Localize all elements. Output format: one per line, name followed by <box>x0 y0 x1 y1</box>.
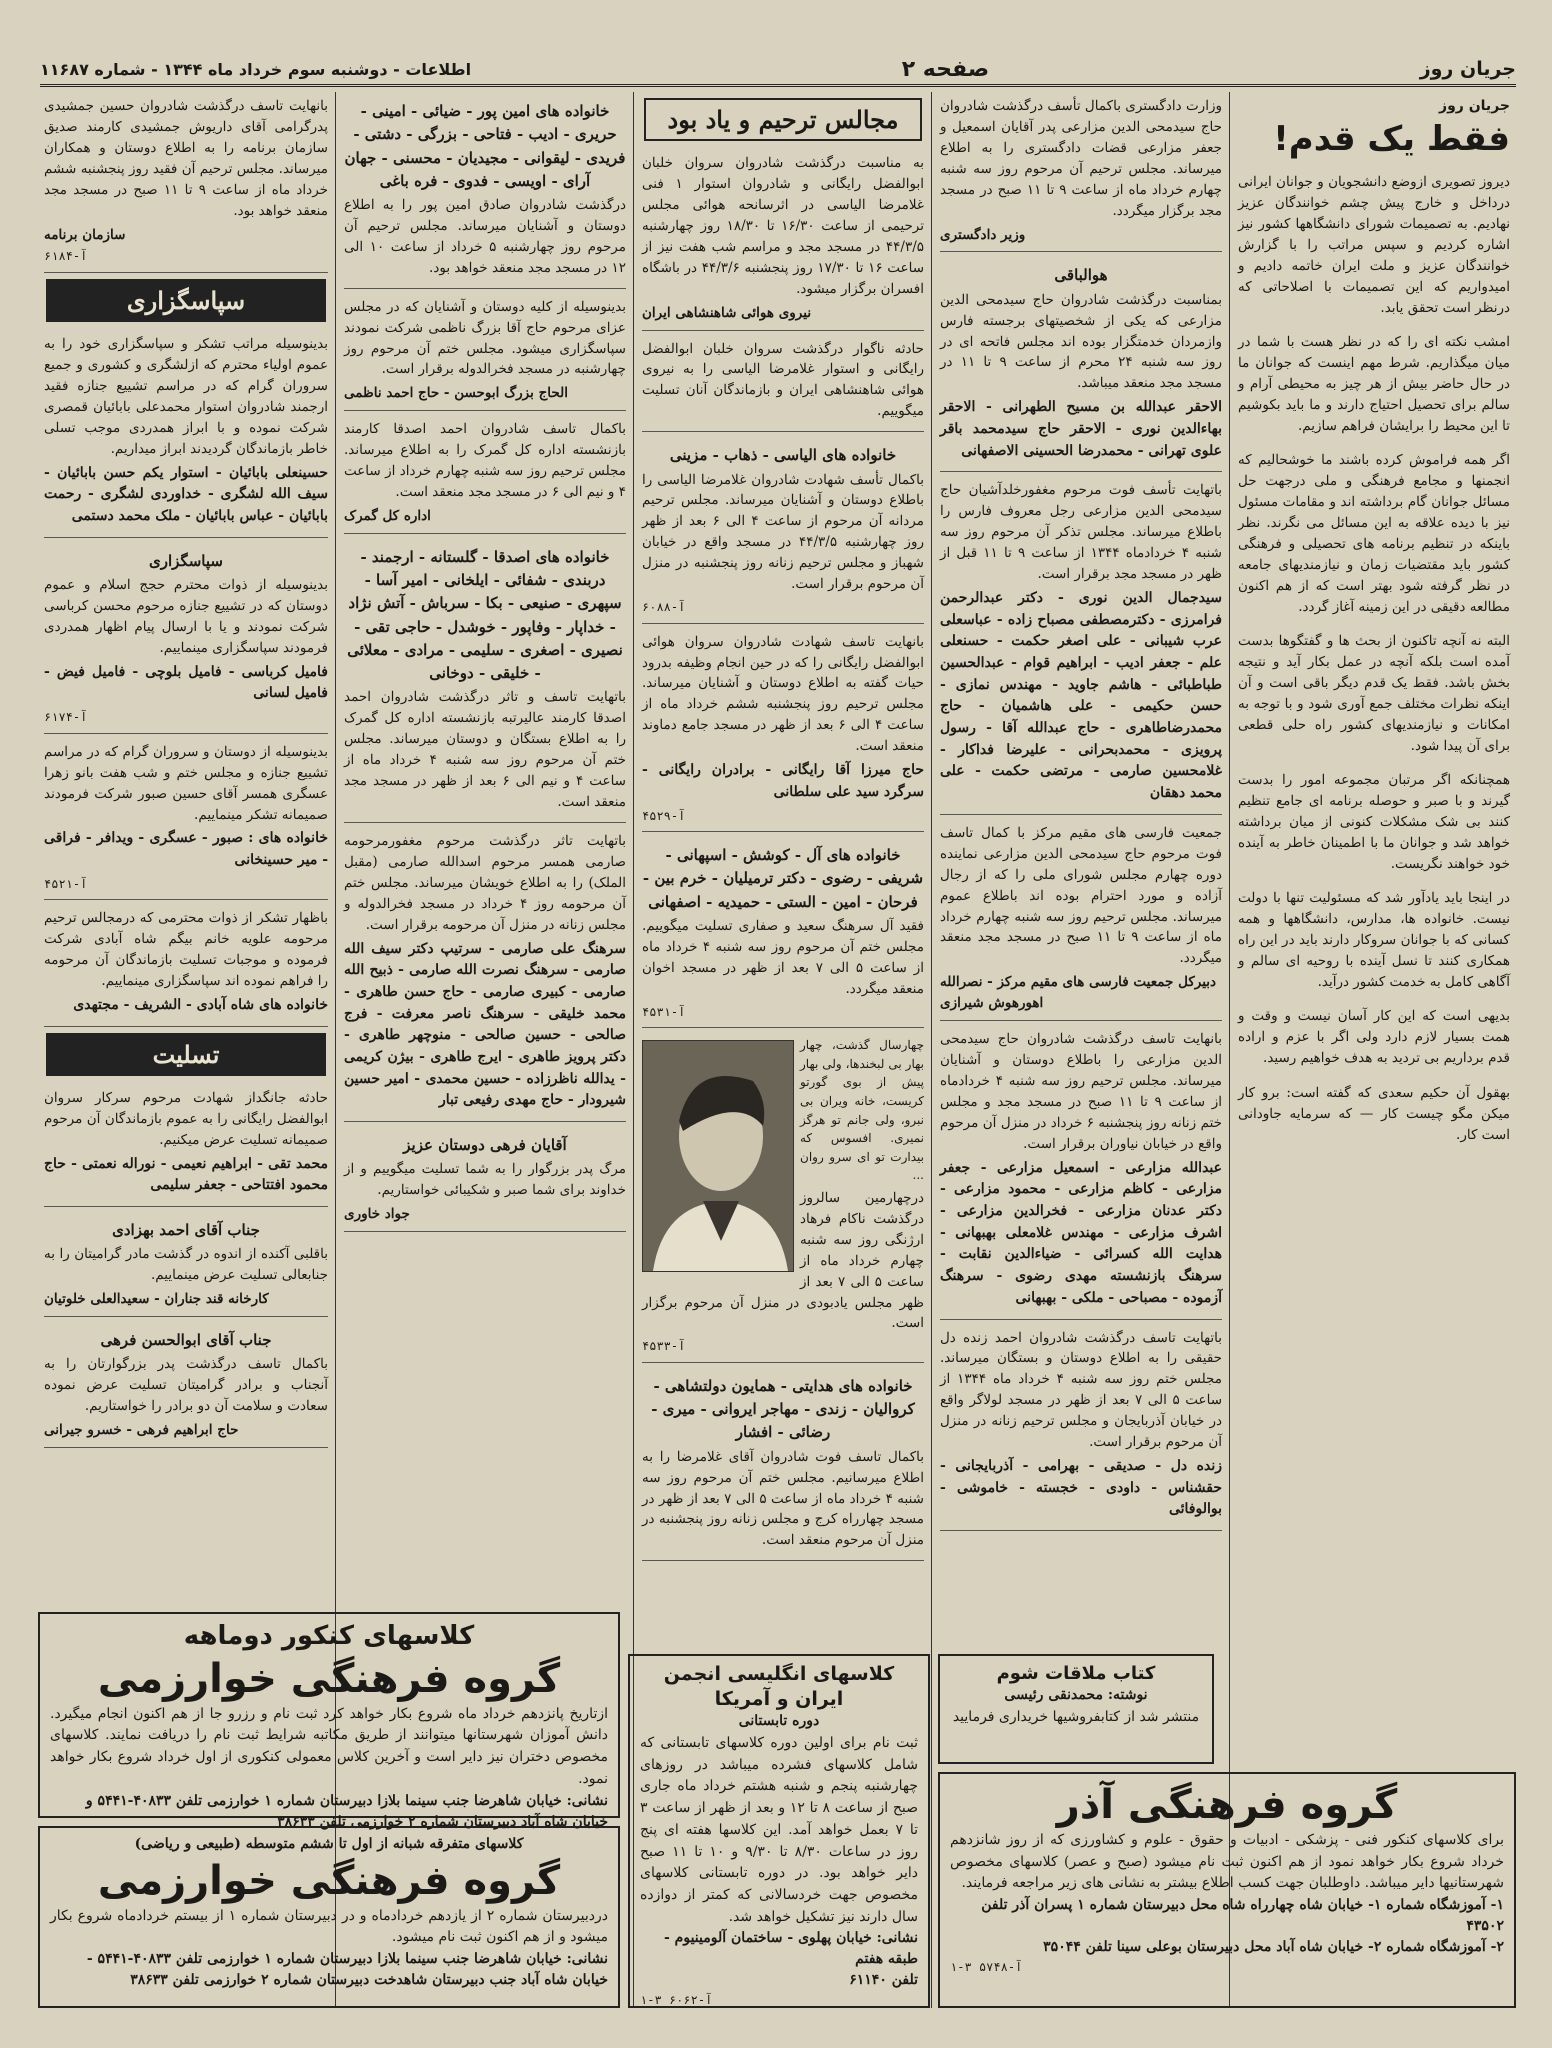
notice-title: آقایان فرهی دوستان عزیز <box>403 1136 567 1155</box>
editorial-kicker: جریان روز <box>1439 98 1510 114</box>
notice-names: محمد تقی - ابراهیم نعیمی - نوراله نعمتی - حاج محمود افتتاحی - جعفر سلیمی <box>44 1155 328 1194</box>
notice-title: جناب آقای احمد بهزادی <box>112 1221 260 1240</box>
notice: حادثه ناگوار درگذشت سروان خلبان ابوالفضل رایگانی و استوار غلامرضا الیاسی را به نیروی هوائی شاهنشاهی ایران و بازماندگان آنان تسلیت میگوییم. <box>642 335 924 433</box>
editorial-column <box>1232 92 1516 2008</box>
memorial-notice: چهارسال گذشت، چهار بهار بی لبخندها، ولی بهار پیش از بوی گورتو کریست، خانه ویران بی نبرو، ولی جانم تو هرگز نمیری. افسوس که بیدارت تو ای سرو روان ... درچهارمین سالروز درگذشت ناکام فرهاد ارژنگی روز سه شنبه چهارم خرداد ماه از ساعت ۵ الی ۷ بعد از ظهر مجلس یادبودی در منزل آن مرحوم برگزار است. آ-۴۵۳۳ <box>642 1032 924 1363</box>
notice-title: جناب آقای ابوالحسن فرهی <box>100 1331 272 1350</box>
ad-kharazmi-konkur <box>38 1612 620 1830</box>
ad-phone: تلفن ۶۱۱۴۰ <box>849 1972 918 1989</box>
notice-signature: الحاج بزرگ ابوحسن - حاج احمد ناظمی <box>344 385 568 402</box>
notice-names: الاحقر عبدالله بن مسیح الطهرانی - الاحقر بهاءالدین نوری - الاحقر حاج سیدمحمد باقر علوی تهرانی - محمدرضا الحسینی الاصفهانی <box>940 399 1222 459</box>
ad-address: نشانی: خیابان شاهرضا جنب سینما بلازا دبیرستان شماره ۱ خوارزمی تلفن ۴۰۸۳۳-۵۴۴۱ - خیابان شاه آباد جنب دبیرستان شاهدخت دبیرستان شماره ۲ خوارزمی تلفن ۳۸۶۳۳ <box>86 1951 608 1989</box>
notice: بانهایت تاسف درگذشت شادروان حسین جمشیدی پدرگرامی آقای داریوش جمشیدی کارمند صدیق سازمان برنامه را به اطلاع دوستان و همکاران میرساند. مجلس ترحیم آن فقید روز پنجشنبه ششم خرداد ماه از ساعت ۹ تا ۱۱ صبح در مسجد مجد منعقد خواهد بود. سازمان برنامه آ-۶۱۸۴ <box>44 92 328 273</box>
ad-address: نشانی: خیابان شاهرضا جنب سینما بلازا دبیرستان شماره ۱ خوارزمی تلفن ۴۰۸۳۳-۵۴۴۱ و خیابان شاه آباد دبیرستان شماره ۲ خوارزمی تلفن ۳۸۶۳۳ <box>85 1792 608 1830</box>
editorial-paragraph: البته نه آنچه تاکنون از بحث ها و گفتگوها بدست آمده است بلکه آنچه در عمل بکار آید و نتیجه بخش باشد. فقط یک قدم دیگر باقی است و آن اینکه نظرات مختلف جمع آوری شود و با توجه به امکانات و نیازمندیهای کشور راه حلی قطعی برای آن پیدا شود. <box>1238 633 1510 754</box>
issue-info: اطلاعات - دوشنبه سوم خرداد ماه ۱۳۴۴ - شماره ۱۱۶۸۷ <box>40 59 472 79</box>
editorial-paragraph: بهقول آن حکیم سعدی که گفته است: برو کار میکن مگو چیست کار — که سرمایه جاودانی است کار. <box>1238 1084 1510 1143</box>
obituary-column-4 <box>338 92 632 1608</box>
ad-kharazmi-evening <box>38 1826 620 2008</box>
ad-reference: آ-۴۵۳۱ <box>642 1004 686 1019</box>
notice: حادثه جانگداز شهادت مرحوم سرکار سروان ابوالفضل رایگانی را به عموم بازماندگان آن مرحوم صمیمانه تسلیت عرض میکنیم. محمد تقی - ابراهیم نعیمی - نوراله نعمتی - حاج محمود افتتاحی - جعفر سلیمی <box>44 1084 328 1207</box>
notice-names: زنده دل - صدیقی - بهرامی - آذربایجانی - حقشناس - داودی - خجسته - خاموشی - بوالوفائی <box>940 1458 1222 1518</box>
ad-subtitle: کلاسهای کنکور دوماهه <box>183 1621 475 1651</box>
notice: بدینوسیله از کلیه دوستان و آشنایان که در مجلس عزای مرحوم حاج آقا بزرگ ناظمی شرکت نمودند سپاسگزاری میشود. مجلس ختم آن مرحوم روز چهارشنبه در مسجد فخرالدوله برقرار است. الحاج بزرگ ابوحسن - حاج احمد ناظمی <box>344 293 626 412</box>
notice: بانهایت تاسف شهادت شادروان سروان هوائی ابوالفضل رایگانی را که در حین انجام وظیفه بدرود حیات گفته به اطلاع دوستان و آشنایان میرساند. مجلس ترحیم روز پنجشنبه ششم خرداد ماه از ساعت ۴ الی ۶ بعد از ظهر در مسجد جامع دماوند منعقد است. حاج میرزا آقا رایگانی - برادران رایگانی - سرگرد سید علی سلطانی آ-۴۵۲۹ <box>642 628 924 833</box>
obituary-column-2 <box>934 92 1228 1518</box>
ad-text: دردبیرستان شماره ۲ از یازدهم خردادماه و در دبیرستان شماره ۱ از بیستم خردادماه شروع بکار میشود و از هم اکنون ثبت نام میشود. <box>50 1907 608 1946</box>
ad-title: کتاب ملاقات شوم <box>996 1663 1156 1684</box>
ad-title: گروه فرهنگی خوارزمی <box>97 1857 561 1904</box>
notice-title: خانواده های هدایتی - همایون دولتشاهی - کروالیان - زندی - مهاجر ایروانی - میری - رضائی - افشار <box>651 1376 915 1442</box>
notice: بانهایت تاسف درگذشت شادروان حاج سیدمحی الدین مزارعی را باطلاع دوستان و آشنایان میرساند. مجلس ترحیم روز سه شنبه ۴ خردادماه از ساعت ۹ تا ۱۱ صبح در مسجد مجد و مجلس ختم زنانه روز پنجشنبه ۶ خرداد در منزل آن مرحوم واقع در خیابان نیاوران برقرار است. عبدالله مزارعی - اسمعیل مزارعی - جعفر مزارعی - کاظم مزارعی - محمود مزارعی - دکتر عدنان مزارعی - فخرالدین مزارعی - اشرف مزارعی - مهندس غلامعلی بهبهانی - هدایت الله کسرائی - ضیاءالدین نقابت - سرهنگ بازنشسته مهدی رضوی - سرهنگ آزموده - مصباحی - ملکی - بهبهانی <box>940 1025 1222 1319</box>
ad-subtitle: دوره تابستانی <box>738 1713 820 1730</box>
notice-signature: جواد خاوری <box>344 1206 410 1223</box>
notice: خانواده های الیاسی - ذهاب - مزینی باکمال تأسف شهادت شادروان غلامرضا الیاسی را باطلاع دوستان و آشنایان میرساند. مجلس ترحیم مردانه آن مرحوم از ساعت ۴ الی ۶ بعد از ظهر روز چهارشنبه ۴۴/۳/۵ در مسجد واقع در خیابان شهباز و مجلس ترحیم زنانه روز پنجشنبه در منزل آن مرحوم برقرار است. آ-۶۰۸۸ <box>642 436 924 623</box>
editorial-paragraph: اگر همه فراموش کرده باشند ما خوشحالیم که انجمنها و مجامع فرهنگی و ملی درجهت حل مسائل جوانان گام برداشته اند و مقامات مسئول نیز با دیده علاقه به این مسائل می نگرند. نظر باینکه در تنظیم برنامه های تحصیلی و فرهنگی کشور باید مقتضیات زمان و نیازمندیهای جامعه در نظر گرفته شود بهتر است که از هم اکنون مطالعه دقیقی در این زمینه آغاز گردد. <box>1238 452 1510 615</box>
notice-names: خانواده های : صبور - عسگری - ویدافر - فراقی - میر حسینخانی <box>44 830 328 869</box>
notice-names: عبدالله مزارعی - اسمعیل مزارعی - جعفر مزارعی - کاظم مزارعی - محمود مزارعی - دکتر عدنان مزارعی - فخرالدین مزارعی - اشرف مزارعی - مهندس غلامعلی بهبهانی - هدایت الله کسرائی - ضیاءالدین نقابت - سرهنگ بازنشسته مهدی رضوی - سرهنگ آزموده - مصباحی - ملکی - بهبهانی <box>940 1159 1222 1306</box>
column-rule <box>1229 92 1230 2008</box>
ad-title: گروه فرهنگی خوارزمی <box>97 1655 561 1702</box>
section-banner: سپاسگزاری <box>46 279 326 322</box>
editorial-paragraph: همچنانکه اگر مرتبان مجموعه امور را بدست گیرند و با صبر و حوصله برنامه ای جامع تنظیم کنند بی شک مشکلات کنونی از میان برداشته خواهد شد و جوانان ما با اطمینان خاطر به آینده خود خواهند نگریست. <box>1238 772 1510 872</box>
notice-signature: اداره کل گمرک <box>344 507 431 524</box>
ad-address: ۲- آموزشگاه شماره ۲- خیابان شاه آباد محل دبیرستان بوعلی سینا تلفن ۳۵۰۴۴ <box>1043 1939 1504 1956</box>
notice: جمعیت فارسی های مقیم مرکز با کمال تاسف فوت مرحوم حاج سیدمحی الدین مزارعی نماینده دوره چهارم مجلس شورای ملی را که از رجال آزاده و مورد احترام بوده اند باطلاع عموم میرساند. مجلس ترحیم روز سه شنبه چهارم خرداد ماه از ساعت ۹ تا ۱۱ صبح در مسجد مجد منعقد میگردد. دبیرکل جمعیت فارسی های مقیم مرکز - نصرالله اهورهوش شیرازی <box>940 819 1222 1021</box>
ad-iran-america <box>628 1654 930 2008</box>
notice: آقایان فرهی دوستان عزیز مرگ پدر بزرگوار را به شما تسلیت میگوییم و از خداوند برای شما صبر و شکیبائی خواستاریم. جواد خاوری <box>344 1126 626 1232</box>
obituary-column-5 <box>38 92 334 1608</box>
notice: به مناسبت درگذشت شادروان سروان خلبان ابوالفضل رایگانی و شادروان استوار ۱ فنی غلامرضا الیاسی در اثرسانحه هوائی مجلس ترحیمی از ساعت ۱۶/۳۰ تا ۱۸/۳۰ روز چهارشنبه ۴۴/۳/۵ در مسجد مجد و مراسم شب هفت نیز از ساعت ۱۶ تا ۱۷/۳۰ روز پنجشنبه ۴۴/۳/۶ در باشگاه افسران برگزار میشود. نیروی هوائی شاهنشاهی ایران <box>642 149 924 330</box>
notice-signature: سازمان برنامه <box>44 226 126 243</box>
ad-text: ثبت نام برای اولین دوره کلاسهای تابستانی که شامل کلاسهای فشرده میباشد در روزهای چهارشنبه پنجم و شنبه هشتم خرداد ماه جاری صبح از ساعت ۸ تا ۱۲ و بعد از ظهر از ساعت ۳ تا ۷ بعمل خواهد آمد. این کلاسها هفته ای پنج روز در ساعات ۸/۳۰ تا ۹/۳۰ و ۱۰ تا ۱۱ صبح دایر خواهد بود. در دوره تابستانی کلاسهای مخصوص جهت خردسالانی که کمتر از دوازده سال دارند نیز تشکیل خواهد شد. <box>640 1735 918 1925</box>
section-banner: تسلیت <box>46 1033 326 1076</box>
notice-title: سپاسگزاری <box>149 551 223 570</box>
notice: خانواده های اصدقا - گلستانه - ارجمند - دربندی - شفائی - ایلخانی - امیر آسا - سپهری - صنیعی - بکا - سرباش - آتش نژاد - خداپار - وفاپور - خوشدل - حاجی تقی - نصیری - اصغری - سلیمی - مرادی - معلائی - خلیقی - دوخانی باتهایت تاسف و تاثر درگذشت شادروان احمد اصدقا کارمند عالیرتبه بازنشسته اداره کل گمرک را به اطلاع بستگان و دوستان میرساند. مجلس ختم آن مرحوم روز سه شنبه ۴ خرداد ماه از ساعت ۴ و نیم الی ۶ بعد از ظهر در مسجد مجد منعقد است. <box>344 538 626 823</box>
ad-reference: آ-۴۵۲۱ <box>44 876 88 891</box>
ad-title: کلاسهای انگلیسی انجمن ایران و آمریکا <box>663 1663 895 1710</box>
notice-names: فامیل کرباسی - فامیل بلوچی - فامیل فیض - فامیل لسانی <box>44 663 328 702</box>
page-header <box>40 54 1516 87</box>
ad-reference: آ-۴۵۲۹ <box>642 808 686 823</box>
ad-text: منتشر شد از کتابفروشیها خریداری فرمایید <box>952 1709 1200 1726</box>
ad-author: نوشته: محمدنقی رئیسی <box>1004 1687 1148 1704</box>
notice: بدینوسیله از دوستان و سروران گرام که در مراسم تشییع جنازه و مجلس ختم و شب هفت بانو زهرا عسگری همسر آقای حسین صبور شرکت فرمودند صمیمانه تشکر مینماییم. خانواده های : صبور - عسگری - ویدافر - فراقی - میر حسینخانی آ-۴۵۲۱ <box>44 738 328 901</box>
ad-subtitle: کلاسهای متفرقه شبانه از اول تا ششم متوسطه (طبیعی و ریاضی) <box>134 1836 524 1852</box>
editorial-headline: فقط یک قدم! <box>1273 118 1510 159</box>
ad-text: برای کلاسهای کنکور فنی - پزشکی - ادبیات و حقوق - علوم و کشاورزی که از روز شانزدهم خرداد شروع بکار خواهد نمود از هم اکنون ثبت نام میشود (صبح و عصر) کلاسهای مخصوص شهرستانیها دایر میباشد. داوطلبان جهت کسب اطلاع بیشتر به نشانی های زیر مراجعه فرمایند. <box>950 1832 1504 1892</box>
notice: جناب آقای ابوالحسن فرهی باکمال تاسف درگذشت پدر بزرگوارتان را به آنجناب و برادر گرامیتان تسلیت عرض نموده سعادت و سلامت آن دو برادر را خواستاریم. حاج ابراهیم فرهی - خسرو جیرانی <box>44 1321 328 1448</box>
ad-address: ۱- آموزشگاه شماره ۱- خیابان شاه چهارراه شاه محل دبیرستان شماره ۱ پسران آذر تلفن ۴۳۵۰۲ <box>981 1897 1504 1935</box>
notice: باتهایت تاثر درگذشت مرحوم مغفورمرحومه صارمی همسر مرحوم اسدالله صارمی (مقبل الملک) را به اطلاع خویشان میرساند. مجلس ختم آن مرحومه روز ۴ خرداد در مسجد فخرالدوله و مجلس زنانه در منزل آن مرحومه برقرار است. سرهنگ علی صارمی - سرتیپ دکتر سیف الله صارمی - سرهنگ نصرت الله صارمی - ذبیح الله صارمی - کبیری صارمی - حاج حسن طاهری - محمد خلیقی - سرهنگ ناصر معرفت - فرج صالحی - حسین صالحی - منوچهر طاهری - دکتر پرویز طاهری - ایرج طاهری - بیژن کریمی - یدالله ناظرزاده - حسین محمدی - امیر حسین شیرودار - حاج مهدی رفیعی تبار <box>344 827 626 1122</box>
notice: هوالباقی بمناسبت درگذشت شادروان حاج سیدمحی الدین مزارعی که یکی از شخصیتهای برجسته فارس وازمردان خدمتگزار بوده اند مجلس فاتحه ای در روز سه شنبه ۲۴ محرم از ساعت ۹ تا ۱۱ در مسجد مجد منعقد میباشد. الاحقر عبدالله بن مسیح الطهرانی - الاحقر بهاءالدین نوری - الاحقر حاج سیدمحمد باقر علوی تهرانی - محمدرضا الحسینی الاصفهانی <box>940 256 1222 472</box>
portrait-photo <box>642 1040 794 1272</box>
notice-names: حسینعلی بابائیان - استوار یکم حسن بابائیان - سیف الله لشگری - خداوردی لشگری - رحمت بابائیان - عباس بابائیان - ملک محمد دستمی <box>44 464 328 525</box>
notice: جناب آقای احمد بهزادی باقلبی آکنده از اندوه در گذشت مادر گرامیتان را به جنابعالی تسلیت عرض مینماییم. کارخانه قند جناران - سعیدالعلی خلوتیان <box>44 1211 328 1317</box>
section-banner: مجالس ترحیم و یاد بود <box>644 98 922 141</box>
notice-title: هوالباقی <box>1054 266 1108 285</box>
notice: خانواده های هدایتی - همایون دولتشاهی - کروالیان - زندی - مهاجر ایروانی - میری - رضائی - افشار باکمال تاسف فوت شادروان آقای غلامرضا را به اطلاع میرسانیم. مجلس ختم آن مرحوم روز سه شنبه ۴ خرداد ماه از ساعت ۵ الی ۷ بعد از ظهر در مسجد چهارراه کرج و مجلس زنانه روز پنجشنبه در منزل آن مرحوم منعقد است. <box>642 1367 924 1561</box>
editorial-paragraph: دیروز تصویری ازوضع دانشجویان و جوانان ایرانی درداخل و خارج پیش چشم خوانندگان عزیز نهادیم. به تصمیمات شورای دانشگاهها کشور نیز اشاره کردیم و سپس مراتب را با گزارش خوانندگان عزیز و ملت ایران خاتمه دادیم و امیدواریم که این تصمیمات با اصلاحاتی که درنظر است تحقق یابد. <box>1238 174 1510 316</box>
notice-signature: دبیرکل جمعیت فارسی های مقیم مرکز - نصرالله اهورهوش شیرازی <box>940 974 1217 1012</box>
notice-title: خانواده های الیاسی - ذهاب - مزینی <box>669 446 897 465</box>
notice: باظهار تشکر از ذوات محترمی که درمجالس ترحیم مرحومه علویه خانم بیگم شاه آبادی شرکت فرموده و موجبات تسلیت بازماندگان آن مرحومه را فراهم نموده اند سپاسگزاری مینماییم. خانواده های شاه آبادی - الشریف - مجتهدی <box>44 904 328 1026</box>
notice-names: حاج میرزا آقا رایگانی - برادران رایگانی - سرگرد سید علی سلطانی <box>642 762 924 800</box>
notice-signature: وزیر دادگستری <box>940 226 1026 243</box>
notice: خانواده های آل - کوشش - اسپهانی - شریفی - رضوی - دکتر ترمیلیان - خرم بین - فرحان - امین - الستی - حمیدیه - اصفهانی فقید آل سرهنگ سعید و صفاری تسلیت میگوییم. مجلس ختم آن مرحوم روز سه شنبه ۴ خرداد ماه از ساعت ۵ الی ۷ بعد از ظهر در مسجد اخوان منعقد میگردد. آ-۴۵۳۱ <box>642 836 924 1028</box>
ad-reference: آ-۶۱۸۴ <box>44 249 88 264</box>
notice-names: سرهنگ علی صارمی - سرتیپ دکتر سیف الله صارمی - سرهنگ نصرت الله صارمی - ذبیح الله صارمی - کبیری صارمی - حاج حسن طاهری - محمد خلیقی - سرهنگ ناصر معرفت - فرج صالحی - حسین صالحی - منوچهر طاهری - دکتر پرویز طاهری - ایرج طاهری - بیژن کریمی - یدالله ناظرزاده - حسین محمدی - امیر حسین شیرودار - حاج مهدی رفیعی تبار <box>344 940 626 1109</box>
column-rule <box>931 92 932 2008</box>
portrait-photo-icon <box>643 1041 793 1271</box>
notice: بدینوسیله مراتب تشکر و سپاسگزاری خود را به عموم اولیاء محترم که ازلشگری و کشوری و جمیع سروران گرام که در مراسم تشییع جنازه فقید ارجمند شادروان استوار محمدعلی بابائیان قمصری شرکت نموده و با ابراز همدردی موجب تسلی خاطر بازماندگان گردیدند ابراز میداریم. حسینعلی بابائیان - استوار یکم حسن بابائیان - سیف الله لشگری - خداوردی لشگری - رحمت بابائیان - عباس بابائیان - ملک محمد دستمی <box>44 330 328 538</box>
notice-title: خانواده های امین پور - ضیائی - امینی - حریری - ادیب - فتاحی - بزرگی - دشتی - فریدی - لیقوانی - مجیدیان - محسنی - جهان آرای - اویسی - فدوی - فره باغی <box>344 102 626 190</box>
notice: باتهایت تأسف فوت مرحوم مغفورخلدآشیان حاج سیدمحی الدین مزارعی رجل معروف فارس را باطلاع میرساند. مجلس تذکر آن مرحوم روز سه شنبه ۴ خردادماه ۱۳۴۴ از ساعت ۹ تا ۱۱ قبل از ظهر در مسجد مجد برقرار است. سیدجمال الدین نوری - دکتر عبدالرحمن فرامرزی - دکترمصطفی مصباح زاده - عباسعلی عرب شیبانی - علی اصغر حکمت - حسنعلی علم - جعفر ادیب - ابراهیم قوام - عبدالحسین طباطبائی - هاشم جاوید - مهندس نمازی - حسن حکیمی - علی هاشمیان - حاج محمدرضاطاهری - حاج عبدالله آقا - رسول پرویزی - محمدبحرانی - علیرضا فداکار - غلامحسین صارمی - مرتضی حکمت - علی محمد دهقان <box>940 476 1222 814</box>
page-number: صفحه ۲ <box>901 56 990 82</box>
editorial-paragraph: بدیهی است که این کار آسان نیست و وقت و همت بسیار لازم دارد ولی اگر با عزم و اراده قدم برداریم بی تردید به هدف خواهیم رسید. <box>1238 1008 1510 1067</box>
notice-signature: حاج ابراهیم فرهی - خسرو جیرانی <box>44 1422 239 1439</box>
section-title: جریان روز <box>1419 58 1516 80</box>
ad-book <box>938 1654 1214 1764</box>
ad-address: نشانی: خیابان پهلوی - ساختمان آلومینیوم - طبقه هفتم <box>664 1930 918 1968</box>
notice-names: خانواده های شاه آبادی - الشریف - مجتهدی <box>73 997 328 1014</box>
editorial-paragraph: در اینجا باید یادآور شد که مسئولیت تنها با دولت نیست. خانواده ها، مدارس، دانشگاهها و همه کسانی که با جوانان سروکار دارند باید در این راه همکاری کنند تا نسل آینده با روحیه ای سالم و آگاهی کامل به خدمت کشور درآید. <box>1238 890 1510 991</box>
obituary-column-3 <box>636 92 930 1549</box>
ad-azar <box>938 1772 1516 2008</box>
ad-title: گروه فرهنگی آذر <box>1056 1782 1398 1828</box>
ad-reference: آ-۵۷۴۸ ۳-۱ <box>950 1960 1023 1975</box>
notice-names: سیدجمال الدین نوری - دکتر عبدالرحمن فرامرزی - دکترمصطفی مصباح زاده - عباسعلی عرب شیبانی - علی اصغر حکمت - حسنعلی علم - جعفر ادیب - ابراهیم قوام - عبدالحسین طباطبائی - هاشم جاوید - مهندس نمازی - حسن حکیمی - علی هاشمیان - حاج محمدرضاطاهری - حاج عبدالله آقا - رسول پرویزی - محمدبحرانی - علیرضا فداکار - غلامحسین صارمی - مرتضی حکمت - علی محمد دهقان <box>940 589 1222 802</box>
notice: سپاسگزاری بدینوسیله از ذوات محترم حجج اسلام و عموم دوستان که در تشییع جنازه مرحوم محسن کرباسی شرکت نمودند و یا با ارسال پیام اظهار همدردی فرمودند سپاسگزاری مینماییم. فامیل کرباسی - فامیل بلوچی - فامیل فیض - فامیل لسانی آ-۶۱۷۴ <box>44 542 328 734</box>
editorial-paragraph: امشب نکته ای را که در نظر هست با شما در میان میگذاریم. شرط مهم اینست که جوانان ما در حال حاضر بیش از هر چیز به محیطی آرام و سالم برای تحصیل احتیاج دارند و ما باید بکوشیم تا این محیط را برایشان فراهم سازیم. <box>1238 334 1510 434</box>
notice: باتهایت تاسف درگذشت شادروان احمد زنده دل حقیقی را به اطلاع دوستان و بستگان میرساند. مجلس ختم روز سه شنبه ۴ خرداد ماه ۱۳۴۴ از ساعت ۵ الی ۷ بعد از ظهر در مسجد لولاگر واقع در خیابان آذربایجان و مجلس ترحیم زنانه در منزل آن مرحوم برقرار است. زنده دل - صدیقی - بهرامی - آذربایجانی - حقشناس - داودی - خجسته - خاموشی - بوالوفائی <box>940 1324 1222 1532</box>
notice-title: خانواده های اصدقا - گلستانه - ارجمند - دربندی - شفائی - ایلخانی - امیر آسا - سپهری - صنیعی - بکا - سرباش - آتش نژاد - خداپار - وفاپور - خوشدل - حاجی تقی - نصیری - اصغری - سلیمی - مرادی - معلائی - خلیقی - دوخانی <box>347 547 623 683</box>
ad-reference: آ-۶۱۷۴ <box>44 710 88 725</box>
notice: باکمال تاسف شادروان احمد اصدقا کارمند بازنشسته اداره کل گمرک را به اطلاع میرساند. مجلس ترحیم روز سه شنبه چهارم خرداد از ساعت ۴ و نیم الی ۶ در مسجد مجد منعقد است. اداره کل گمرک <box>344 415 626 534</box>
ad-text: ازتاریخ پانزدهم خرداد ماه شروع بکار خواهد کرد ثبت نام و رزرو جا از هم اکنون انجام میگیرد. دانش آموزان شهرستانها میتوانند از طریق مکاتبه شرایط ثبت نام را دریافت نمایند. کلاسهای مخصوص دختران نیز دایر است و آخرین کلاس معمولی کنکوری از اول خرداد شروع بکار خواهد نمود. <box>50 1705 608 1787</box>
notice: وزارت دادگستری باکمال تأسف درگذشت شادروان حاج سیدمحی الدین مزارعی پدر آقایان اسمعیل و جعفر مزارعی قضات دادگستری را به اطلاع میرساند. مجلس ترحیم آن مرحوم روز سه شنبه چهارم خرداد ماه از ساعت ۹ تا ۱۱ صبح در مسجد مجد برگزار میگردد. وزیر دادگستری <box>940 92 1222 252</box>
memorial-poem: چهارسال گذشت، چهار بهار بی لبخندها، ولی بهار پیش از بوی گورتو کریست، خانه ویران بی نبرو، ولی جانم تو هرگز نمیری. افسوس که بیدارت تو ای سرو روان ... <box>800 1038 924 1183</box>
notice-signature: کارخانه قند جناران - سعیدالعلی خلوتیان <box>44 1291 269 1308</box>
notice-title: خانواده های آل - کوشش - اسپهانی - شریفی - رضوی - دکتر ترمیلیان - خرم بین - فرحان - امین - الستی - حمیدیه - اصفهانی <box>642 846 924 911</box>
ad-reference: آ-۶۰۶۲ ۳-۱ <box>640 1993 713 2008</box>
ad-reference: آ-۴۵۳۳ <box>642 1339 686 1354</box>
notice: خانواده های امین پور - ضیائی - امینی - حریری - ادیب - فتاحی - بزرگی - دشتی - فریدی - لیقوانی - مجیدیان - محسنی - جهان آرای - اویسی - فدوی - فره باغی درگذشت شادروان صادق امین پور را به اطلاع دوستان و آشنایان میرساند. مجلس ترحیم آن مرحوم روز چهارشنبه ۵ خرداد از ساعت ۱۰ الی ۱۲ در مسجد مجد منعقد خواهد بود. <box>344 92 626 289</box>
notice-signature: نیروی هوائی شاهنشاهی ایران <box>642 304 812 321</box>
ad-reference: آ-۶۰۸۸ <box>642 600 686 615</box>
